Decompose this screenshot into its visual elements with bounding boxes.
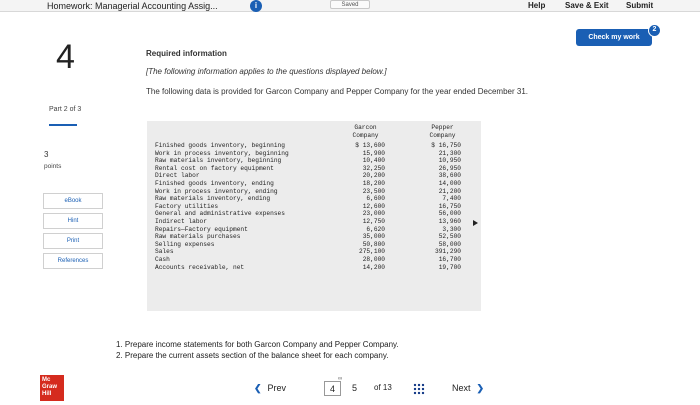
assignment-title: Homework: Managerial Accounting Assig... — [47, 1, 218, 11]
garcon-header-line1: Garcon — [354, 124, 377, 131]
info-icon[interactable]: i — [250, 0, 262, 12]
page-next[interactable]: 5 — [351, 383, 357, 393]
prev-button[interactable] — [254, 383, 286, 394]
question-number: 4 — [56, 38, 75, 76]
pepper-value: 38,600 — [438, 172, 461, 180]
pepper-header-line2: Company — [429, 132, 456, 139]
part-progress-bar — [49, 124, 77, 126]
pepper-value: 391,290 — [435, 248, 461, 256]
table-row-label: Raw materials inventory, beginning — [155, 157, 282, 165]
table-row-label: Indirect labor — [155, 218, 207, 225]
table-row-label: Raw materials purchases — [155, 233, 241, 241]
pepper-value: 26,950 — [438, 164, 461, 172]
grid-view-icon[interactable] — [413, 383, 425, 395]
table-row-label: Finished goods inventory, beginning — [155, 142, 285, 149]
pepper-value: 16,750 — [438, 202, 461, 210]
section-heading: Required information — [146, 49, 227, 58]
points-value: 3 — [44, 150, 49, 159]
garcon-value: 28,000 — [362, 256, 385, 263]
table-row-label: Cash — [155, 256, 170, 263]
table-row-label: Direct labor — [155, 172, 200, 180]
garcon-value: 15,900 — [362, 149, 385, 157]
next-label: Next — [452, 383, 471, 393]
garcon-value: 35,000 — [362, 233, 385, 241]
pepper-value: 52,500 — [438, 233, 461, 241]
table-row-label: Raw materials inventory, ending — [155, 195, 271, 203]
check-my-work-button[interactable]: Check my work — [576, 29, 652, 46]
part-indicator: Part 2 of 3 — [49, 106, 82, 113]
garcon-value: 12,750 — [362, 218, 385, 225]
ebook-button[interactable]: eBook — [43, 193, 103, 209]
pepper-value: 21,200 — [438, 187, 461, 195]
garcon-value: 6,620 — [366, 225, 385, 233]
data-table — [147, 121, 481, 311]
table-row-label: General and administrative expenses — [155, 210, 285, 218]
chevron-right-icon: ❯ — [476, 383, 485, 393]
current-page-indicator-icon: ∞ — [338, 376, 343, 382]
references-button[interactable]: References — [43, 253, 103, 269]
mouse-cursor — [473, 220, 478, 226]
table-row-label: Work in process inventory, beginning — [155, 149, 289, 157]
garcon-value: 23,000 — [362, 210, 385, 218]
table-row-label: Factory utilities — [155, 202, 219, 210]
pepper-header-line1: Pepper — [431, 124, 454, 131]
garcon-value: 23,500 — [362, 187, 385, 195]
mcgraw-hill-logo: Mc Graw Hill — [40, 375, 64, 401]
garcon-value: 6,600 — [366, 195, 385, 203]
print-button[interactable]: Print — [43, 233, 103, 249]
table-row-label: Sales — [155, 248, 174, 256]
pepper-value: 13,960 — [438, 218, 461, 225]
saved-status: Saved — [330, 0, 370, 9]
garcon-value: 12,600 — [362, 202, 385, 210]
chevron-left-icon: ❮ — [254, 383, 262, 393]
garcon-value: 50,800 — [362, 240, 385, 248]
pepper-value: 19,700 — [438, 263, 461, 271]
pepper-value: 16,700 — [438, 256, 461, 263]
table-row-label: Selling expenses — [155, 240, 215, 248]
prev-label: Prev — [267, 383, 287, 393]
pepper-value: 21,300 — [438, 149, 461, 157]
page-total: of 13 — [374, 383, 392, 392]
garcon-value: 18,200 — [362, 180, 385, 187]
top-bar — [0, 0, 700, 12]
table-row-label: Rental cost on factory equipment — [155, 164, 274, 172]
garcon-header-line2: Company — [352, 132, 379, 139]
description-text: The following data is provided for Garcon Company and Pepper Company for the year ended December 31. — [146, 87, 528, 96]
submit-button[interactable]: Submit — [626, 1, 654, 10]
table-row-label: Accounts receivable, net — [155, 263, 245, 271]
instruction-2: 2. Prepare the current assets section of the balance sheet for each company. — [116, 351, 389, 360]
table-row-label: Work in process inventory, ending — [155, 187, 278, 195]
pepper-value: 10,950 — [438, 157, 461, 165]
pepper-value: 56,000 — [438, 210, 461, 218]
garcon-value: $ 13,600 — [355, 142, 385, 149]
garcon-value: 32,250 — [362, 164, 385, 172]
garcon-value: 10,400 — [362, 157, 385, 165]
table-row-label: Repairs—Factory equipment — [155, 225, 248, 233]
next-button[interactable] — [452, 383, 484, 394]
table-row-label: Finished goods inventory, ending — [155, 180, 274, 187]
garcon-value: 14,200 — [362, 263, 385, 271]
pepper-value: 58,000 — [438, 240, 461, 248]
garcon-value: 275,100 — [359, 248, 385, 256]
garcon-value: 20,200 — [362, 172, 385, 180]
page-current[interactable]: 4 — [324, 381, 341, 396]
instruction-1: 1. Prepare income statements for both Garcon Company and Pepper Company. — [116, 340, 399, 349]
pepper-value: 7,400 — [442, 195, 461, 203]
hint-button[interactable]: Hint — [43, 213, 103, 229]
help-button[interactable]: Help — [528, 1, 546, 10]
pepper-value: $ 16,750 — [431, 142, 461, 149]
save-exit-button[interactable]: Save & Exit — [565, 1, 609, 10]
pepper-value: 14,000 — [438, 180, 461, 187]
check-work-count-badge: 2 — [648, 24, 661, 37]
pepper-value: 3,300 — [442, 225, 461, 233]
points-label: points — [44, 163, 62, 170]
intro-text: [The following information applies to the questions displayed below.] — [146, 67, 387, 76]
